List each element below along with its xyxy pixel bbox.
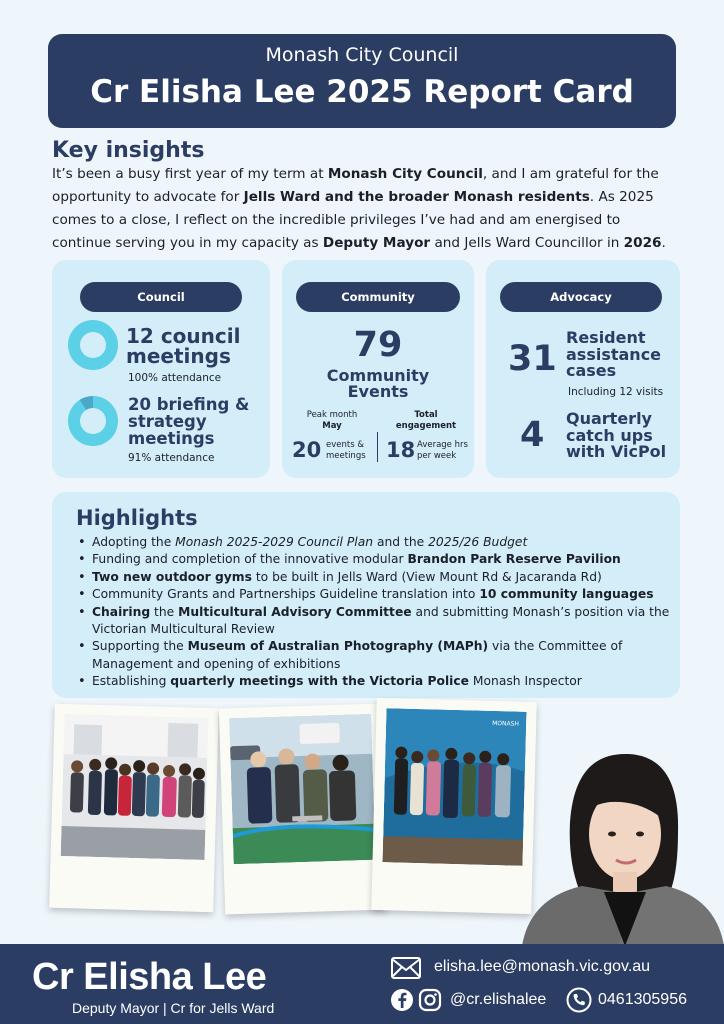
highlight-text: Multicultural Advisory Committee	[178, 604, 412, 619]
key-insights-paragraph	[52, 163, 682, 255]
portrait-photo	[520, 742, 724, 946]
peak-events-value: 20	[292, 438, 322, 462]
highlight-item	[78, 551, 678, 568]
meetings-label-2: meetings	[126, 344, 231, 368]
events-label-1: Community	[326, 366, 430, 385]
highlight-item	[78, 638, 678, 673]
highlight-item	[78, 586, 678, 603]
cases-label-1: Resident	[566, 328, 646, 347]
highlight-item	[78, 604, 678, 639]
cases-label-2: assistance	[566, 344, 662, 364]
photo-frame-3	[371, 698, 536, 914]
cases-note: Including 12 visits	[568, 386, 664, 398]
highlight-text: Funding and completion of the innovative modular	[92, 552, 408, 567]
instagram-icon[interactable]	[418, 988, 442, 1012]
key-insights-segment: Jells Ward and the broader Monash residents	[243, 189, 590, 205]
catchups-value: 4	[520, 415, 545, 455]
group-photo-office	[61, 714, 209, 860]
highlight-item	[78, 569, 678, 586]
catchups-label-2: catch ups	[566, 425, 653, 445]
highlight-text: Monash Inspector	[469, 674, 582, 689]
briefings-attendance: 91% attendance	[128, 452, 215, 464]
meetings-label-1: council	[160, 324, 241, 348]
highlight-text: Adopting the	[92, 535, 176, 549]
events-label	[282, 368, 474, 400]
total-engagement	[386, 410, 466, 432]
page-title: Cr Elisha Lee 2025 Report Card	[90, 74, 634, 110]
highlight-item	[78, 673, 678, 690]
photo-frame-2	[219, 704, 387, 915]
catchups-label	[566, 411, 666, 461]
council-label: Council	[80, 282, 242, 312]
key-insights-segment: . As 2025 comes to a close, I reflect on the incredible privileges I’ve had and am energised to continue serving you in my capacity as	[52, 189, 654, 251]
briefings-label-1: briefing &	[156, 395, 250, 414]
briefings-stat	[128, 396, 249, 447]
peak-month-value: May	[322, 421, 342, 431]
briefings-attendance-donut	[68, 396, 118, 446]
key-insights-segment: Monash City Council	[327, 166, 483, 182]
highlight-text: the	[150, 604, 179, 619]
highlight-text: 10 community languages	[479, 587, 654, 602]
peak-events-unit	[326, 440, 366, 461]
community-divider	[377, 432, 378, 462]
advocacy-card	[486, 260, 680, 478]
peak-events-unit-1: events &	[326, 440, 364, 450]
highlight-text: to be built in Jells Ward (View Mount Rd & Jacaranda Rd)	[251, 569, 602, 584]
key-insights-segment: , and I am grateful for the opportunity to advocate for	[52, 166, 659, 205]
events-label-2: Events	[347, 382, 409, 401]
peak-month	[296, 410, 368, 432]
avg-hours-unit	[417, 440, 468, 461]
photo-frame-1	[49, 704, 219, 912]
peak-events-unit-2: meetings	[326, 450, 366, 461]
meetings-stat	[126, 326, 240, 366]
footer-name: Cr Elisha Lee	[32, 956, 267, 998]
header-banner	[48, 34, 676, 128]
briefings-label-3: meetings	[128, 429, 215, 448]
key-insights-segment: It’s been a busy first year of my term at	[52, 166, 328, 182]
briefings-value: 20	[128, 395, 151, 414]
highlight-text: Establishing	[92, 674, 171, 689]
highlight-text: Chairing	[92, 604, 151, 619]
highlight-text: Two new outdoor gyms	[92, 569, 252, 584]
key-insights-segment: 2026	[623, 235, 662, 251]
key-insights-segment: .	[661, 235, 666, 251]
catchups-label-3: with VicPol	[566, 442, 667, 461]
peak-month-label: Peak month	[306, 410, 358, 420]
highlight-text: Museum of Australian Photography (MAPh)	[187, 639, 489, 654]
meetings-attendance: 100% attendance	[128, 372, 222, 384]
briefings-label-2: strategy	[128, 412, 207, 431]
advocacy-label: Advocacy	[500, 282, 662, 312]
highlight-text: and the	[373, 535, 429, 549]
highlight-text: Monash 2025-2029 Council Plan	[175, 535, 374, 549]
social-handle-link[interactable]: @cr.elishalee	[450, 991, 547, 1008]
highlight-text: Community Grants and Partnerships Guideline translation into	[92, 587, 480, 602]
organisation-name: Monash City Council	[265, 44, 459, 66]
meetings-value: 12	[126, 324, 154, 348]
avg-hours-value: 18	[386, 438, 416, 462]
catchups-label-1: Quarterly	[566, 409, 652, 428]
key-insights-heading: Key insights	[52, 138, 205, 163]
council-card	[52, 260, 270, 478]
highlight-text: Supporting the	[92, 639, 188, 654]
email-link[interactable]: elisha.lee@monash.vic.gov.au	[434, 958, 651, 975]
highlights-heading: Highlights	[76, 506, 198, 530]
ribbon-cutting-photo	[229, 714, 376, 864]
highlight-text: quarterly meetings with the Victoria Police	[170, 674, 470, 689]
community-card	[282, 260, 474, 478]
cases-label	[566, 330, 661, 380]
community-label: Community	[296, 282, 460, 312]
highlight-text: 2025/26 Budget	[428, 535, 528, 549]
footer-role: Deputy Mayor | Cr for Jells Ward	[72, 1000, 275, 1016]
key-insights-segment: Deputy Mayor	[322, 235, 431, 251]
avg-hours-unit-1: Average hrs	[417, 440, 468, 450]
avg-hours-unit-2: per week	[417, 450, 457, 461]
highlight-text: and submitting Monash’s position via the Victorian Multicultural Review	[92, 604, 670, 637]
highlights-list	[78, 534, 678, 691]
highlight-text: via the Committee of Management and opening of exhibitions	[92, 639, 623, 671]
events-value: 79	[353, 325, 403, 365]
email-icon	[390, 956, 422, 980]
total-engagement-label-1: Total	[414, 410, 438, 420]
cases-value: 31	[508, 339, 557, 379]
phone-link[interactable]: 0461305956	[598, 991, 687, 1008]
total-engagement-label-2: engagement	[395, 421, 457, 431]
cases-label-3: cases	[566, 361, 617, 380]
meetings-attendance-donut	[68, 320, 118, 370]
key-insights-segment: and Jells Ward Councillor in	[430, 235, 624, 251]
facebook-icon[interactable]	[390, 988, 414, 1012]
exhibition-group-photo	[383, 708, 527, 866]
phone-icon	[566, 987, 592, 1013]
highlight-text: Brandon Park Reserve Pavilion	[407, 552, 621, 567]
footer	[0, 944, 724, 1024]
monash-sign: MONASH	[492, 719, 520, 728]
highlights-card	[52, 492, 680, 698]
highlight-item	[78, 534, 678, 551]
